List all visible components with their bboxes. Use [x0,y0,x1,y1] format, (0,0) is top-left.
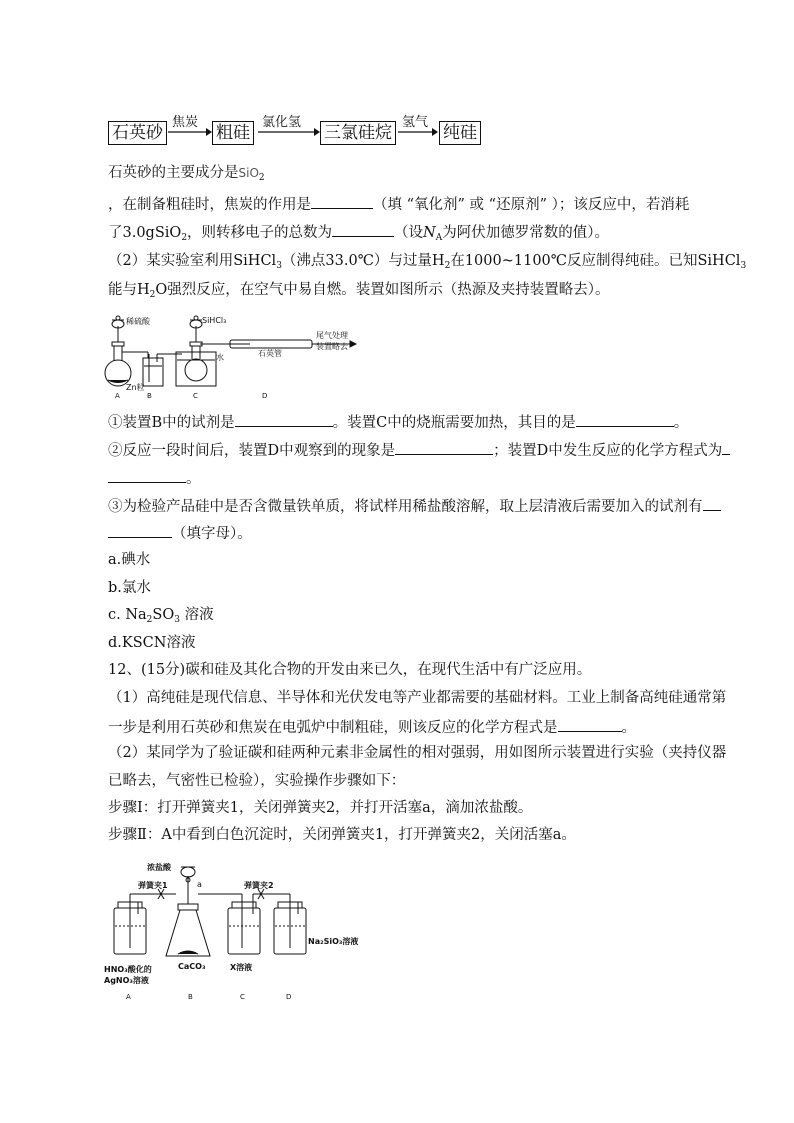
label-caco3: CaCO₃ [178,962,206,971]
label-na2sio3: Na₂SiO₃溶液 [308,937,359,946]
answer-blank-purpose-c[interactable] [576,411,674,427]
step-1: 步骤Ⅰ：打开弹簧夹1，关闭弹簧夹2，并打开活塞a，滴加浓盐酸。 [108,800,533,816]
bottle-c [228,902,260,954]
label-b2: B [188,993,193,1001]
label-a2: A [126,993,131,1001]
label-quartz-tube: 石英管 [258,349,282,358]
flow-arrow-label-hcl: 氯化氢 [262,115,302,130]
flow-step-pure-si: 纯硅 [439,121,481,145]
problem-12-part2-line1: （2）某同学为了验证碳和硅两种元素非金属性的相对强弱，用如图所示装置进行实验（夹持仪器 [108,745,727,761]
beaker-c [176,316,250,386]
process-flow [108,112,528,152]
label-water: 水 [216,353,224,362]
question-3-cont: （填字母）。 [108,522,252,544]
option-a: a.碘水 [108,552,151,568]
label-clip-2: 弹簧夹2 [244,881,274,890]
text-line-3: 了3.0gSiO$_2$，则转移电子的总数为 （设$N_A$为阿伏加德罗常数的值）。 [108,221,609,243]
label-c2: C [240,993,245,1001]
flow-step-crude-si: 粗硅 [212,121,254,145]
flow-step-trichlorosilane: 三氯硅烷 [320,121,396,145]
option-d: d.KSCN溶液 [108,635,196,651]
label-valve-a: a [197,880,202,889]
question-2: ②反应一段时间后，装置D中观察到的现象是 ；装置D中发生反应的化学方程式为 [108,439,730,461]
flow-arrow-1 [166,126,212,138]
apparatus-figure-2 [108,856,318,966]
answer-blank-electrons[interactable] [332,221,394,237]
label-hno3-acidified: HNO₃酸化的 [104,965,152,974]
label-agno3: AgNO₃溶液 [104,976,149,985]
label-zn-granules: Zn粒 [126,383,145,392]
text-line-2: ，在制备粗硅时，焦炭的作用是 （填 “氧化剂” 或 “还原剂” ）；该反应中，若消耗 [108,193,689,215]
label-tail-gas-2: 装置略去 [316,342,348,351]
label-tail-gas-1: 尾气处理 [316,331,348,340]
flow-arrow-3 [396,126,438,138]
problem-12-part1-line2: 一步是利用石英砂和焦炭在电弧炉中制粗硅，则该反应的化学方程式是 。 [108,716,636,738]
label-c: C [193,392,198,400]
option-c: c. $Na_2SO_3$ 溶液 [108,607,214,625]
label-b: B [147,392,152,400]
answer-blank-coke-role[interactable] [311,193,373,209]
problem-12-part1-line1: （1）高纯硅是现代信息、半导体和光伏发电等产业都需要的基础材料。工业上制备高纯硅通常第 [108,690,727,706]
text-line-5: 能与$H_2O$强烈反应，在空气中易自燃。装置如图所示（热源及夹持装置略去）。 [108,282,610,300]
text-line-4: （2）某实验室利用SiHCl$_3$（沸点33.0℃）与过量$H_2$在1000~1100℃反应制得纯硅。已知SiHCl$_3$ [108,253,747,271]
answer-blank-reagents[interactable] [108,522,172,538]
label-clip-1: 弹簧夹1 [138,881,168,890]
bottle-d [274,902,306,954]
label-x-solution: X溶液 [230,963,253,972]
answer-blank-equation-start[interactable] [722,439,730,455]
step-2: 步骤Ⅱ：A中看到白色沉淀时，关闭弹簧夹1，打开弹簧夹2，关闭活塞a。 [108,827,576,843]
problem-12-title: 12、(15分)碳和硅及其化合物的开发由来已久，在现代生活中有广泛应用。 [108,662,592,678]
bottle-a [114,902,146,954]
flow-arrow-label-h2: 氢气 [402,115,429,130]
answer-blank-reagents-start[interactable] [703,495,721,511]
question-3: ③为检验产品硅中是否含微量铁单质，将试样用稀盐酸溶解，取上层清液后需要加入的试剂有 [108,495,721,517]
answer-blank-equation-d[interactable] [108,467,186,483]
answer-blank-reagent-b[interactable] [235,411,333,427]
label-a: A [115,392,120,400]
label-conc-hcl: 浓盐酸 [147,863,171,872]
conical-flask-b [166,867,210,956]
answer-blank-crude-si-equation[interactable] [558,716,622,732]
flow-arrow-label-coke: 焦炭 [172,115,199,130]
text-line-1: 石英砂的主要成分是SiO$_2$ [108,165,265,183]
flow-step-quartz: 石英砂 [108,121,167,145]
label-d2: D [286,993,292,1001]
option-b: b.氯水 [108,580,151,596]
question-1: ①装置B中的试剂是 。装置C中的烧瓶需要加热，其目的是 。 [108,411,688,433]
answer-blank-phenomenon-d[interactable] [395,439,493,455]
label-sihcl3: SiHCl₃ [202,316,227,325]
flow-arrow-2 [256,126,320,138]
problem-12-part2-line2: 已略去，气密性已检验），实验操作步骤如下： [108,773,406,789]
question-2-cont: 。 [108,467,201,489]
label-dilute-sulfuric-acid: 稀硫酸 [126,317,150,326]
label-d: D [262,392,268,400]
